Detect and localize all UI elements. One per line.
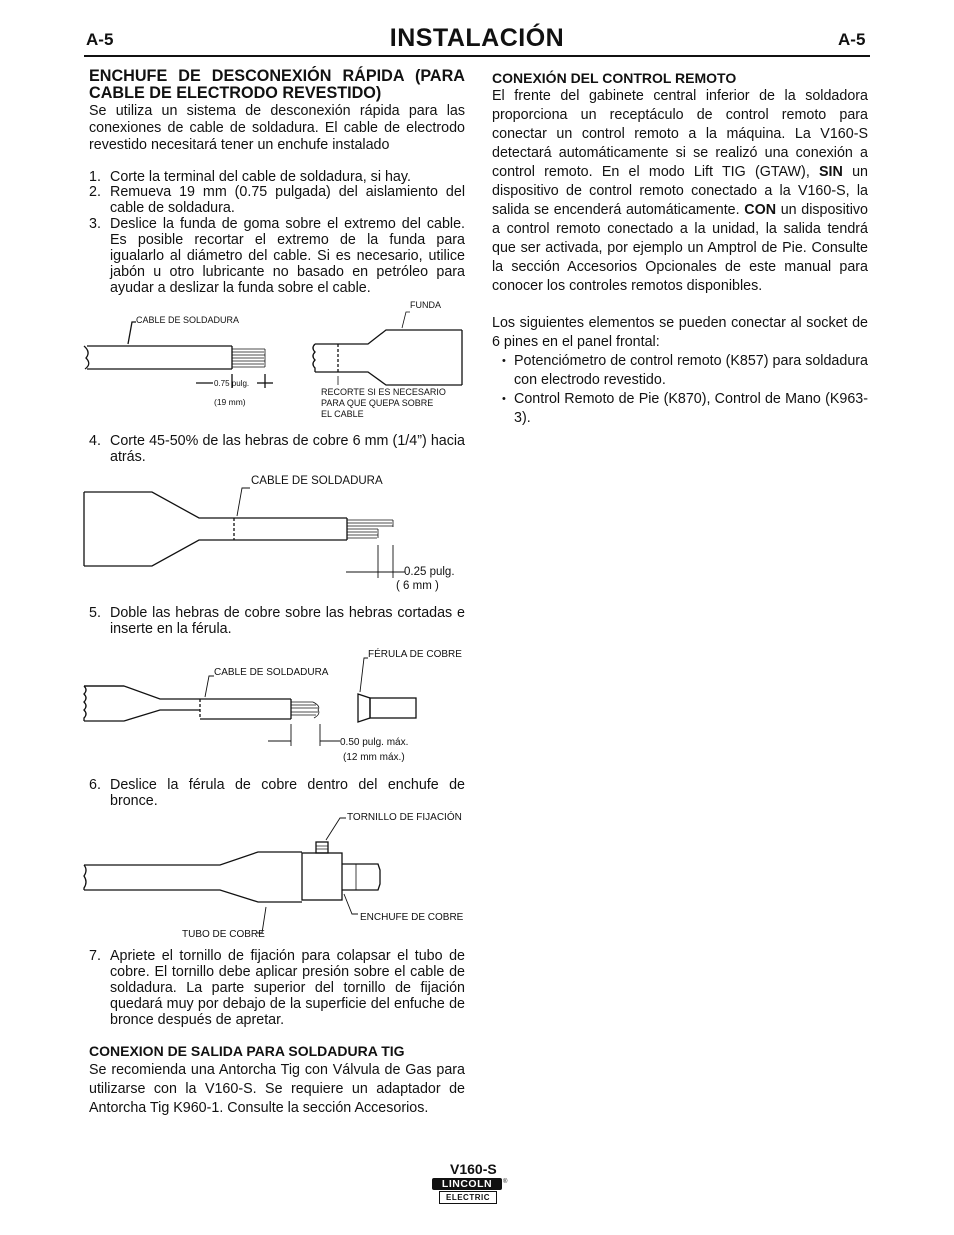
step-number: 4. [89, 433, 101, 449]
remote-control-paragraph [492, 87, 868, 296]
socket-paragraph: Los siguientes elementos se pueden conectar al socket de 6 pines en el panel frontal: [492, 315, 868, 350]
section-heading-quick-disconnect: ENCHUFE DE DESCONEXIÓN RÁPIDA (PARA CABLE DE ELECTRODO REVESTIDO) [89, 67, 465, 102]
remote-text-con: CON [744, 202, 777, 218]
tig-paragraph: Se recomienda una Antorcha Tig con Válvula de Gas para utilizarse con la V160-S. Se requiere un adaptador de Antorcha Tig K960-1. Consulte la sección Accesorios. [89, 1062, 465, 1116]
fig2-cable-label: CABLE DE SOLDADURA [251, 475, 383, 487]
intro-paragraph: Se utiliza un sistema de desconexión rápida para las conexiones de cable de soldadura. El cable de electrodo revestido necesitará tener un enchufe instalado [89, 103, 465, 153]
fig1-trim-note-2: PARA QUE QUEPA SOBRE [321, 398, 434, 408]
step-number: 3. [89, 216, 101, 232]
step-text: Deslice la férula de cobre dentro del enchufe de bronce. [110, 777, 465, 809]
registered-mark-icon: ® [503, 1179, 508, 1185]
fig1-trim-note-1: RECORTE SI ES NECESARIO [321, 387, 446, 397]
lincoln-electric-logo [432, 1178, 508, 1205]
fig3-dim-inches: 0.50 pulg. máx. [340, 737, 409, 748]
page-title: INSTALACIÓN [389, 24, 565, 52]
fig2-dim-mm: ( 6 mm ) [396, 580, 439, 592]
fig1-dim-mm: (19 mm) [214, 397, 246, 407]
remote-text-b: un dispositivo de control remoto conectado a la V160-S, la salida se encenderá automáticamente. [492, 164, 868, 218]
remote-text-sin: SIN [819, 164, 843, 180]
tig-heading: CONEXION DE SALIDA PARA SOLDADURA TIG [89, 1043, 405, 1059]
step-number: 5. [89, 605, 101, 621]
remote-text-c: un dispositivo a control remoto conectado a la unidad, la salida tendrá que ser activada, por ejemplo un Amptrol de Pie. Consulte la sección Accesorios Opcionales de este manual para conocer los controles remotos disponibles. [492, 202, 868, 294]
fig4-screw-label: TORNILLO DE FIJACIÓN [347, 812, 462, 823]
right-column [492, 70, 868, 428]
remote-control-heading: CONEXIÓN DEL CONTROL REMOTO [492, 70, 737, 86]
step-text: Corte 45-50% de las hebras de cobre 6 mm (1/4”) hacia atrás. [110, 433, 465, 465]
fig3-ferrule-label: FÉRULA DE COBRE [368, 649, 462, 660]
fig1-trim-note-3: EL CABLE [321, 409, 364, 419]
list-item: • Potenciómetro de control remoto (K857) para soldadura con electrodo revestido. [492, 352, 868, 390]
page-number-left: A-5 [86, 30, 114, 49]
step-text: Apriete el tornillo de fijación para colapsar el tubo de cobre. El tornillo debe aplicar presión sobre el cable de soldadura. La parte superior del tornillo de fijación quedará muy por debajo de la superficie del enfuche de bronce después de apretar. [110, 948, 465, 1028]
step-text: Deslice la funda de goma sobre el extremo del cable. Es posible recortar el extremo de la funda para igualarlo al diámetro del cable. Si es necesario, utilice jabón u otro lubricante no basado en petróleo para ayudar a deslizar la funda sobre el cable. [110, 216, 465, 296]
fig4-plug-label: ENCHUFE DE COBRE [360, 912, 464, 923]
list-item: • Control Remoto de Pie (K870), Control de Mano (K963-3). [492, 390, 868, 428]
step-number: 1. [89, 169, 101, 185]
fig1-cable-label: CABLE DE SOLDADURA [136, 315, 240, 325]
fig1-boot-label: FUNDA [410, 300, 441, 310]
socket-items-list [492, 352, 868, 428]
step-number: 2. [89, 184, 101, 200]
fig3-dim-mm: (12 mm máx.) [343, 752, 405, 763]
step-text: Remueva 19 mm (0.75 pulgada) del aislamiento del cable de soldadura. [110, 184, 465, 216]
step-text: Doble las hebras de cobre sobre las hebras cortadas e inserte en la férula. [110, 605, 465, 637]
remote-text-a: El frente del gabinete central inferior de la soldadora proporciona un receptáculo de control remoto para conectar un control remoto a la máquina. La V160-S detectará automáticamente si se realizó una conexión a control remoto. En el modo Lift TIG (GTAW), [492, 88, 868, 180]
tig-section [89, 1043, 465, 1118]
fig3-cable-label: CABLE DE SOLDADURA [214, 667, 329, 678]
model-number: V160-S [450, 1161, 497, 1177]
fig4-tube-label: TUBO DE COBRE [182, 929, 265, 940]
page-number-right: A-5 [838, 30, 866, 49]
step-number: 7. [89, 948, 101, 964]
fig2-dim-inches: 0.25 pulg. [404, 566, 455, 578]
logo-bottom: ELECTRIC [439, 1191, 497, 1204]
logo-top: LINCOLN [432, 1178, 502, 1190]
step-text: Corte la terminal del cable de soldadura, si hay. [110, 169, 411, 185]
fig1-dim-inches: 0.75 pulg. [214, 379, 250, 388]
step-number: 6. [89, 777, 101, 793]
